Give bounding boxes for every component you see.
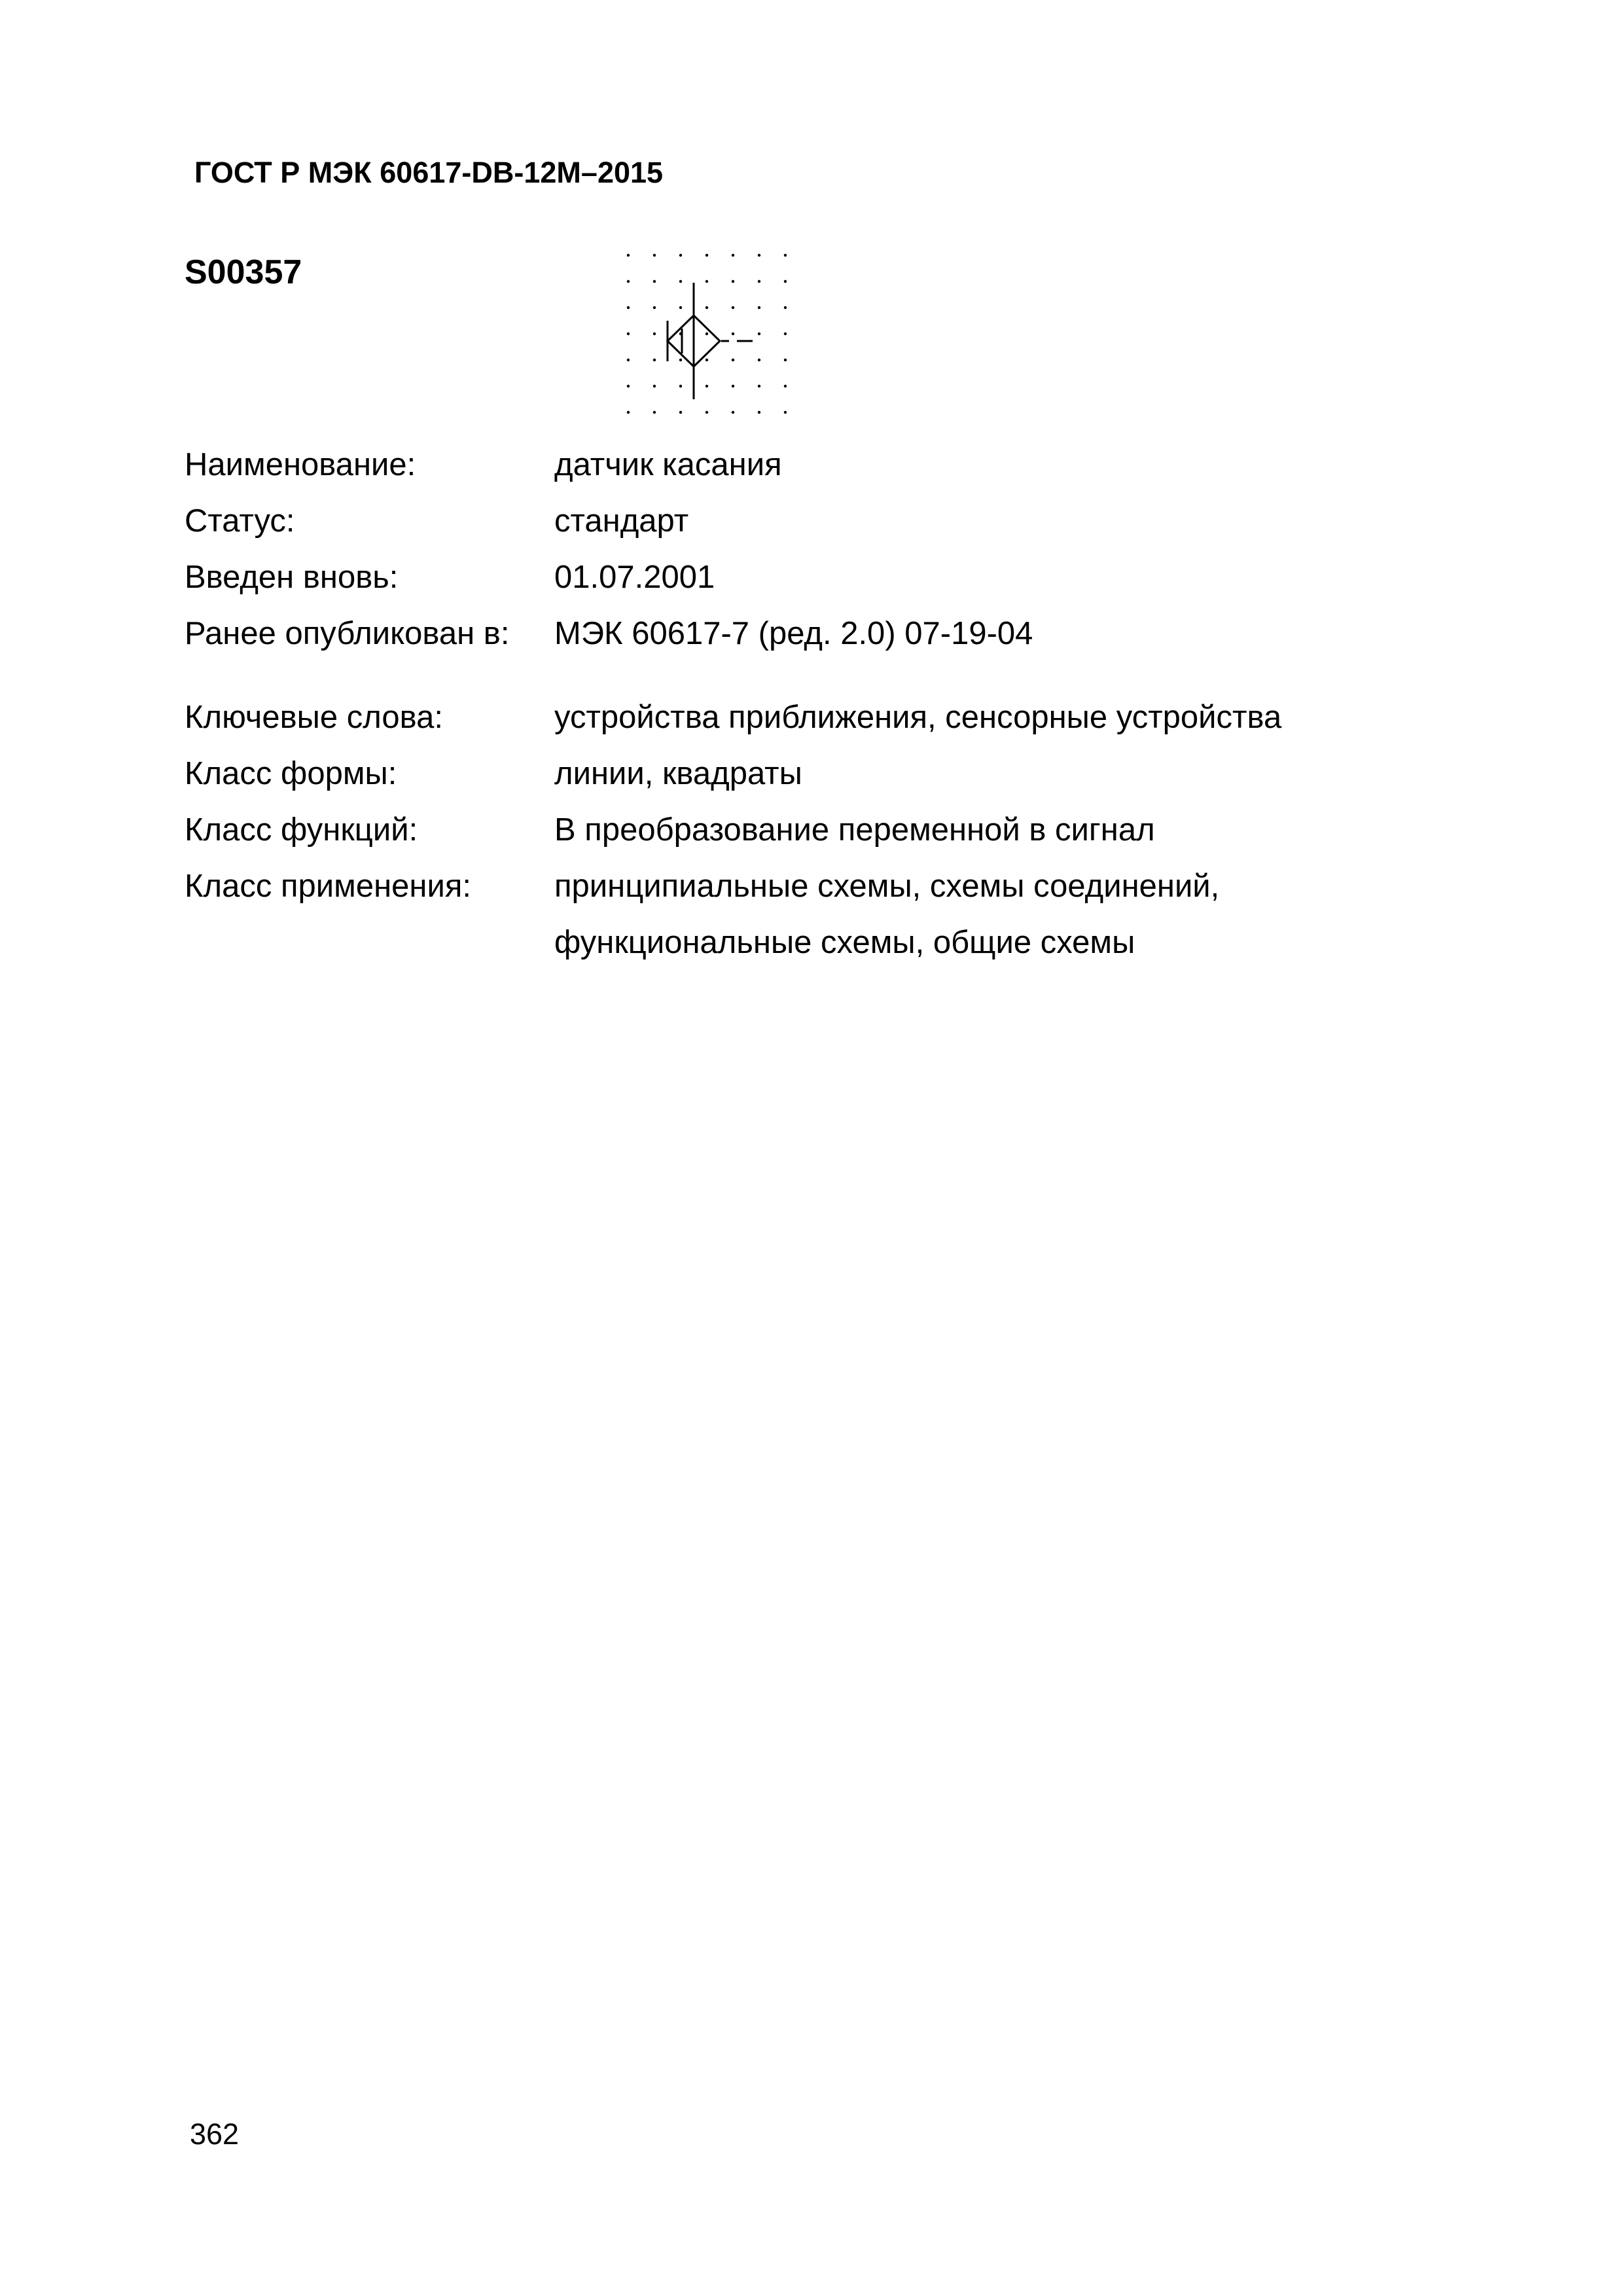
function-class-value: В преобразование переменной в сигнал xyxy=(554,812,1155,848)
name-label: Наименование: xyxy=(185,447,416,482)
application-class-value-continued: функциональные схемы, общие схемы xyxy=(554,925,1135,960)
shape-class-value: линии, квадраты xyxy=(554,756,802,791)
introduced-value: 01.07.2001 xyxy=(554,560,715,595)
application-class-value: принципиальные схемы, схемы соединений, xyxy=(554,869,1220,904)
status-label: Статус: xyxy=(185,503,295,539)
keywords-label: Ключевые слова: xyxy=(185,700,443,735)
page-header: ГОСТ Р МЭК 60617-DB-12M–2015 xyxy=(194,156,664,189)
application-class-label: Класс применения: xyxy=(185,869,471,904)
previously-published-value: МЭК 60617-7 (ред. 2.0) 07-19-04 xyxy=(554,616,1033,651)
introduced-label: Введен вновь: xyxy=(185,560,399,595)
page-number: 362 xyxy=(190,2117,240,2151)
previously-published-label: Ранее опубликован в: xyxy=(185,616,510,651)
function-class-label: Класс функций: xyxy=(185,812,418,848)
status-value: стандарт xyxy=(554,503,689,539)
attribute-table xyxy=(185,0,1428,1047)
name-value: датчик касания xyxy=(554,447,782,482)
symbol-id: S00357 xyxy=(185,253,302,291)
shape-class-label: Класс формы: xyxy=(185,756,397,791)
keywords-value: устройства приближения, сенсорные устройства xyxy=(554,700,1282,735)
